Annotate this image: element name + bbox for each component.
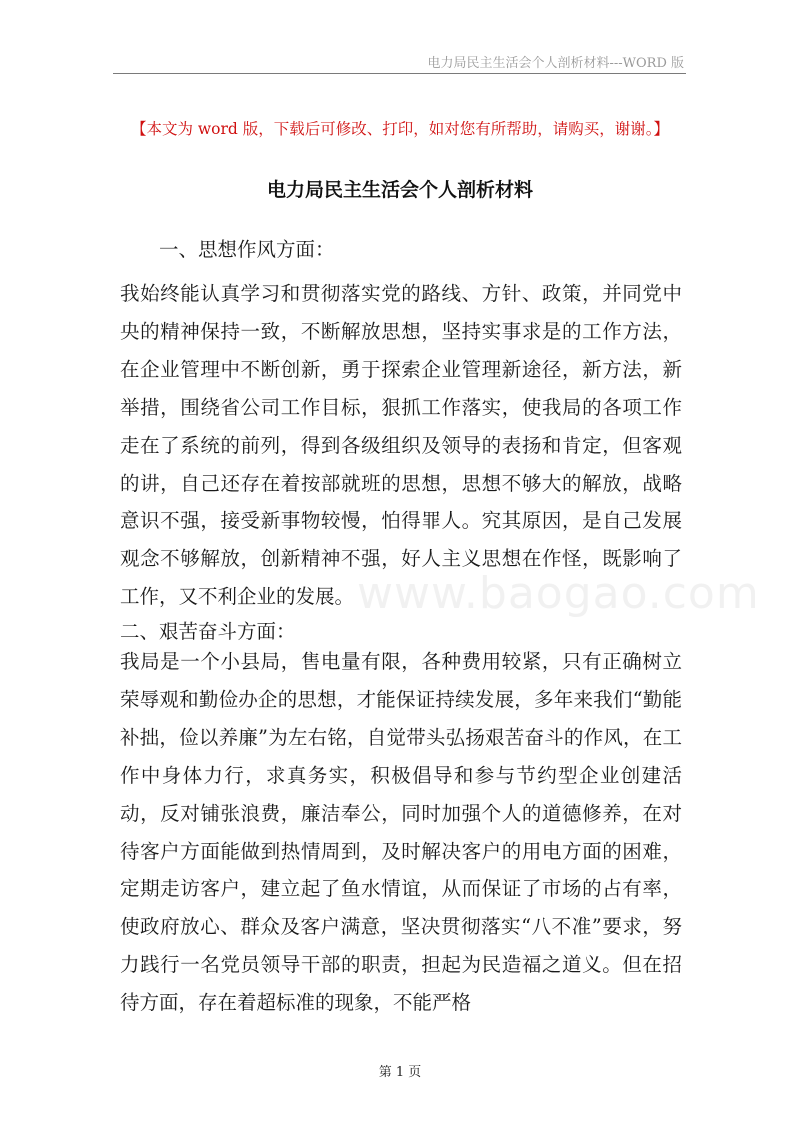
running-header: 电力局民主生活会个人剖析材料---WORD 版 (427, 56, 684, 71)
paragraph-hard-work: 我局是一个小县局，售电量有限，各种费用较紧，只有正确树立荣辱观和勤俭办企的思想，才能保证持续发展，多年来我们“勤能补拙，俭以养廉”为左右铭，自觉带头弘扬艰苦奋斗的作风，在工作中身体力行，求真务实，积极倡导和参与节约型企业创建活动，反对铺张浪费，廉洁奉公，同时加强个人的道德修养，在对待客户方面能做到热情周到，及时解决客户的用电方面的困难，定期走访客户，建立起了鱼水情谊，从而保证了市场的占有率，使政府放心、群众及客户满意，坚决贯彻落实“八不准”要求，努力践行一名党员领导干部的职责，担起为民造福之道义。但在招待方面，存在着超标准的现象，不能严格 (120, 650, 682, 1015)
section-heading-text: 一、思想作风方面： (159, 238, 335, 261)
page-number: 第 1 页 (378, 1065, 422, 1080)
header-divider (113, 73, 686, 74)
paragraph-thinking-style: 我始终能认真学习和贯彻落实党的路线、方针、政策，并同党中央的精神保持一致，不断解放思想，坚持实事求是的工作方法，在企业管理中不断创新，勇于探索企业管理新途径，新方法，新举措，围绕省公司工作目标，狠抓工作落实，使我局的各项工作走在了系统的前列，得到各级组织及领导的表扬和肯定，但客观的讲，自己还存在着按部就班的思想，思想不够大的解放，战略意识不强，接受新事物较慢，怕得罪人。究其原因，是自己发展观念不够解放，创新精神不强，好人主义思想在作怪，既影响了工作，又不利企业的发展。 (120, 282, 682, 609)
section-heading-hard-work: 二、艰苦奋斗方面： (120, 620, 296, 643)
watermark: www.baogao.com (357, 568, 760, 619)
section-heading-thinking-style (120, 231, 682, 269)
document-title: 电力局民主生活会个人剖析材料 (266, 179, 533, 201)
purchase-notice: 【本文为 word 版，下载后可修改、打印，如对您有所帮助，请购买，谢谢。】 (130, 120, 670, 138)
